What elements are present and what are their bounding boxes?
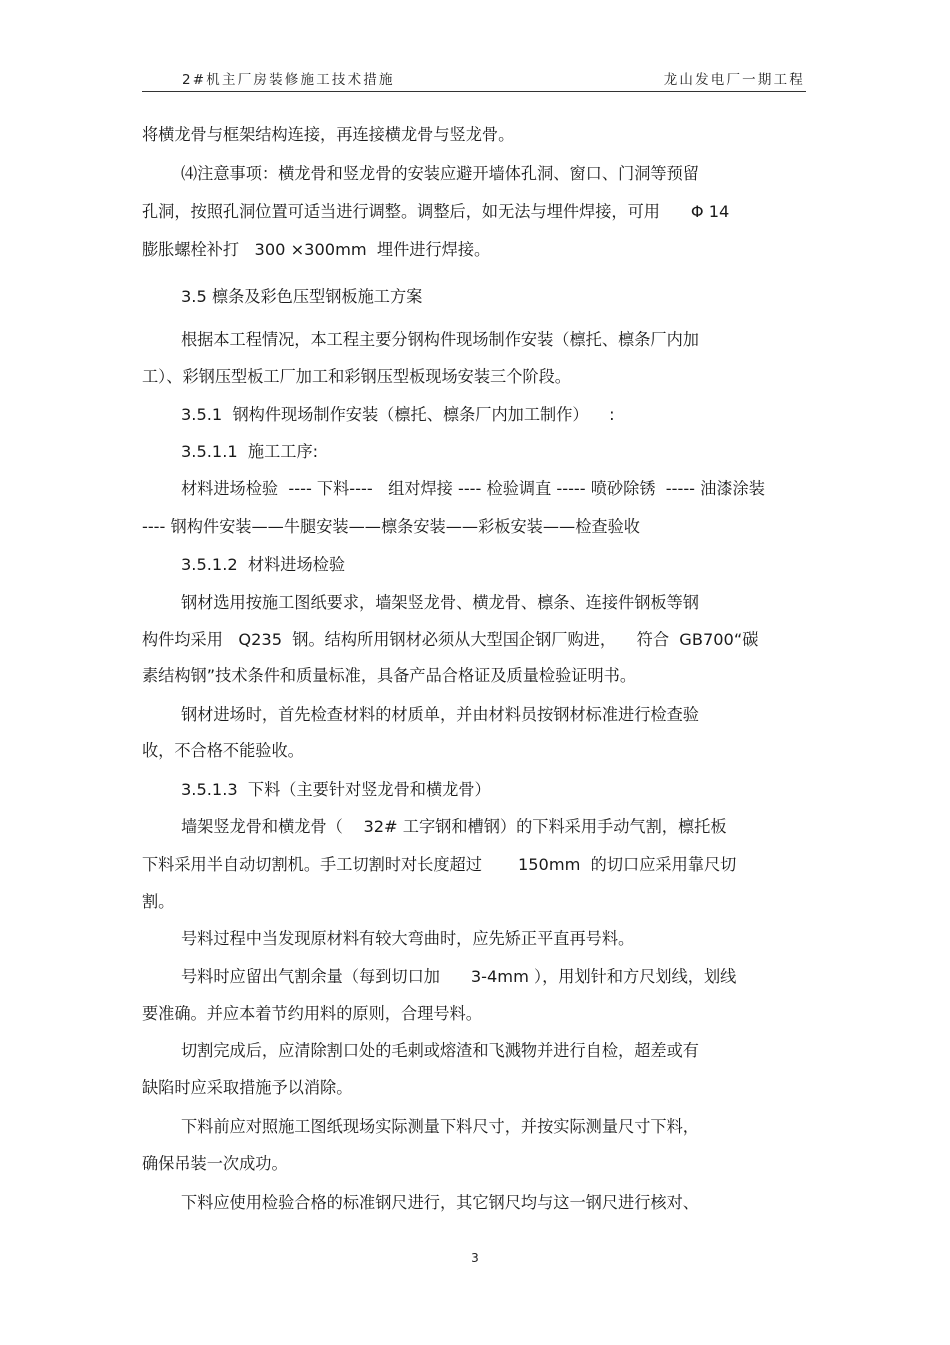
body-line: 下料采用半自动切割机。手工切割时对长度超过 150mm 的切口应采用靠尺切 bbox=[142, 855, 737, 874]
body-line: 下料前应对照施工图纸现场实际测量下料尺寸，并按实际测量尺寸下料， bbox=[181, 1117, 699, 1136]
body-line: 收，不合格不能验收。 bbox=[142, 741, 304, 760]
body-line: 要准确。并应本着节约用料的原则，合理号料。 bbox=[142, 1004, 482, 1023]
subsection-heading: 3.5.1.3 下料（主要针对竖龙骨和横龙骨） bbox=[181, 780, 491, 799]
body-line: 切割完成后，应清除割口处的毛刺或熔渣和飞溅物并进行自检，超差或有 bbox=[181, 1041, 699, 1060]
subsection-heading: 3.5.1.2 材料进场检验 bbox=[181, 555, 346, 574]
body-line: 号料过程中当发现原材料有较大弯曲时，应先矫正平直再号料。 bbox=[181, 929, 635, 948]
body-line: 缺陷时应采取措施予以消除。 bbox=[142, 1078, 353, 1097]
body-line: 孔洞，按照孔洞位置可适当进行调整。调整后，如无法与埋件焊接，可用 Φ 14 bbox=[142, 202, 730, 221]
subsection-heading: 3.5.1 钢构件现场制作安装（檩托、檩条厂内加工制作） : bbox=[181, 405, 615, 424]
body-line: 钢材选用按施工图纸要求，墙架竖龙骨、横龙骨、檩条、连接件钢板等钢 bbox=[181, 593, 699, 612]
header-rule bbox=[142, 91, 806, 92]
body-line: 构件均采用 Q235 钢。结构所用钢材必须从大型国企钢厂购进， 符合 GB700“碳 bbox=[142, 630, 759, 649]
section-heading: 3.5 檩条及彩色压型钢板施工方案 bbox=[181, 287, 423, 306]
body-line: 下料应使用检验合格的标准钢尺进行，其它钢尺均与这一钢尺进行核对、 bbox=[181, 1193, 699, 1212]
body-line: 膨胀螺栓补打 300 ×300mm 埋件进行焊接。 bbox=[142, 240, 491, 259]
body-line: 素结构钢”技术条件和质量标准，具备产品合格证及质量检验证明书。 bbox=[142, 666, 637, 685]
subsection-heading: 3.5.1.1 施工工序: bbox=[181, 442, 319, 461]
body-line: ⑷注意事项：横龙骨和竖龙骨的安装应避开墙体孔洞、窗口、门洞等预留 bbox=[181, 164, 699, 183]
body-line: 钢材进场时，首先检查材料的材质单，并由材料员按钢材标准进行检查验 bbox=[181, 705, 699, 724]
header-right-title: 龙山发电厂一期工程 bbox=[663, 72, 805, 88]
body-line: ---- 钢构件安装——牛腿安装——檩条安装——彩板安装——检查验收 bbox=[142, 517, 640, 536]
body-line: 号料时应留出气割余量（每到切口加 3-4mm ），用划针和方尺划线，划线 bbox=[181, 967, 737, 986]
body-line: 将横龙骨与框架结构连接，再连接横龙骨与竖龙骨。 bbox=[142, 125, 515, 144]
body-line: 材料进场检验 ---- 下料---- 组对焊接 ---- 检验调直 ----- 喷砂除锈 ----- 油漆涂装 bbox=[181, 479, 765, 498]
page-number: 3 bbox=[471, 1251, 479, 1265]
body-line: 割。 bbox=[142, 892, 175, 911]
body-line: 根据本工程情况，本工程主要分钢构件现场制作安装（檩托、檩条厂内加 bbox=[181, 330, 699, 349]
body-line: 确保吊装一次成功。 bbox=[142, 1154, 288, 1173]
body-line: 墙架竖龙骨和横龙骨（ 32# 工字钢和槽钢）的下料采用手动气割，檩托板 bbox=[181, 817, 727, 836]
header-left-title: 2#机主厂房装修施工技术措施 bbox=[182, 72, 395, 88]
body-line: 工）、彩钢压型板工厂加工和彩钢压型板现场安装三个阶段。 bbox=[142, 367, 571, 386]
